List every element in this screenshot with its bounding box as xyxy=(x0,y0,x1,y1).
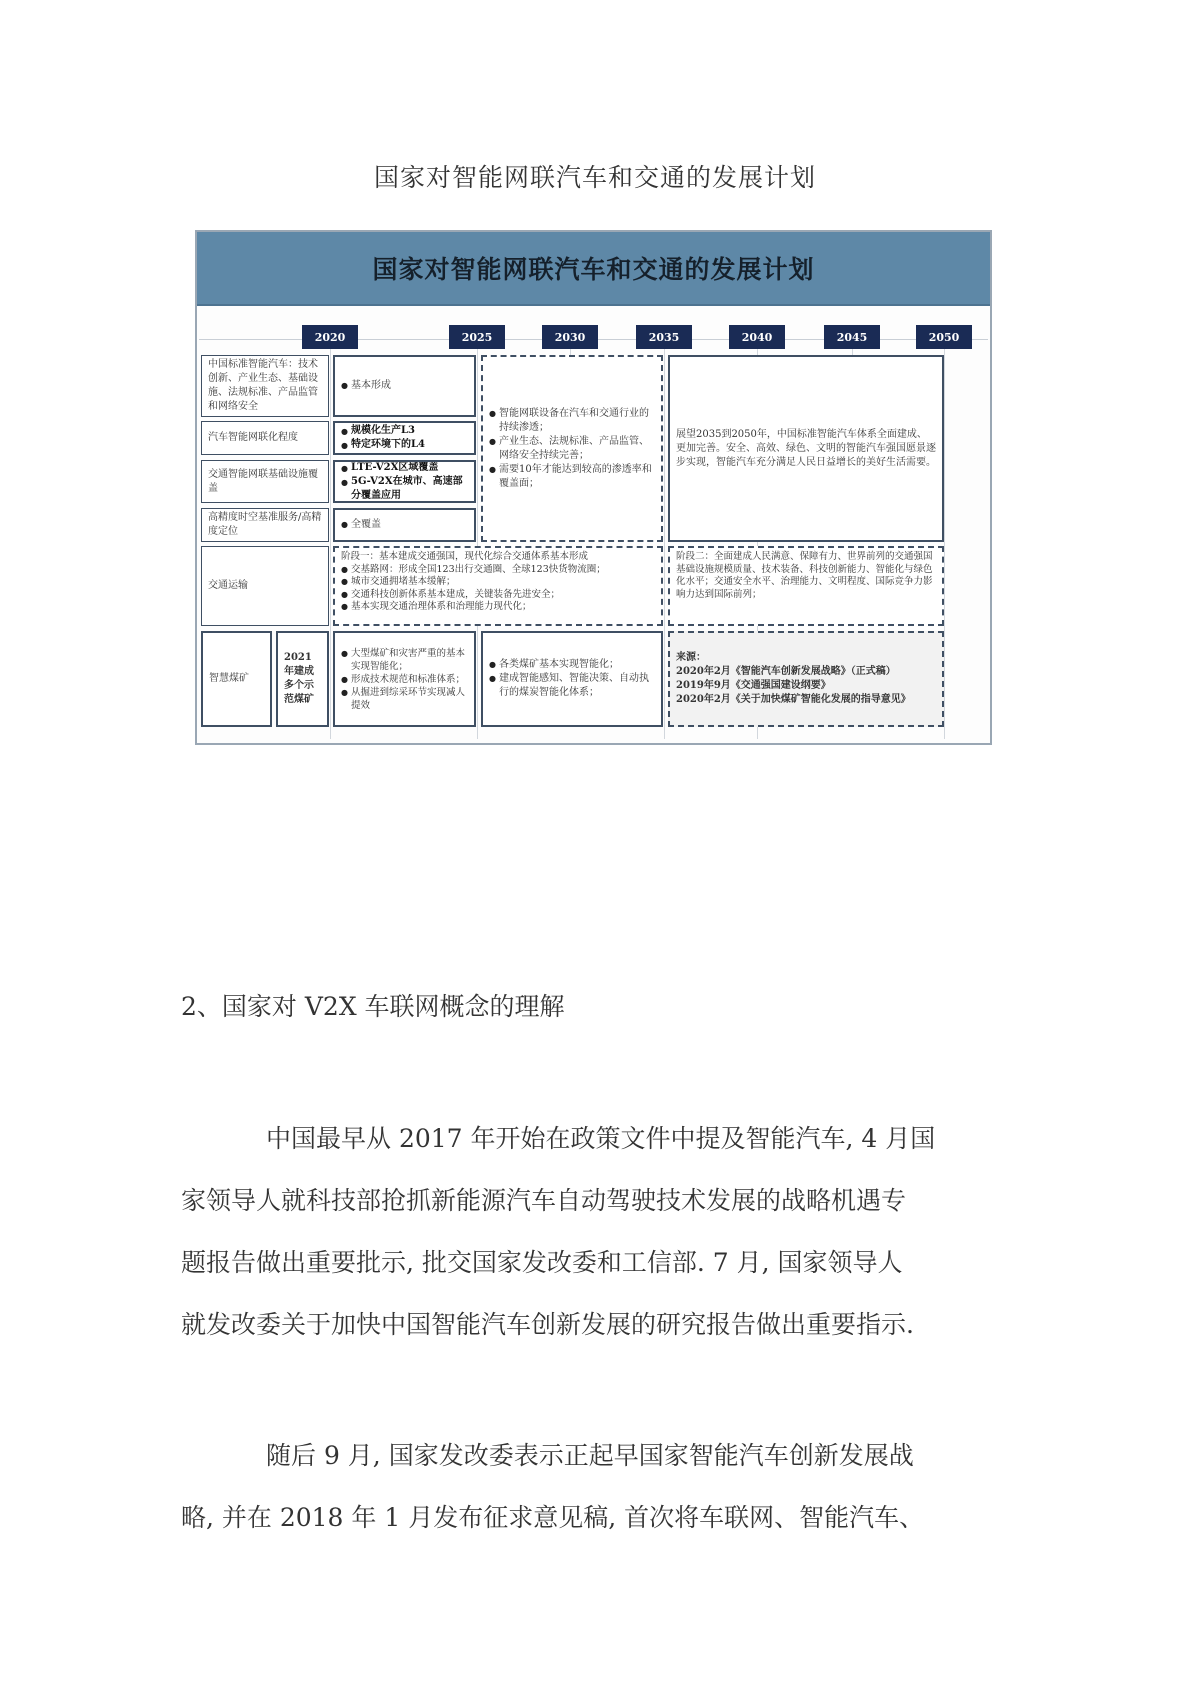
paragraph-1 xyxy=(181,1108,1021,1356)
year-marker: 2040 xyxy=(729,325,785,349)
cell-text: ● 交基路网：形成全国123出行交通圈、全球123快货物流圈； xyxy=(341,564,655,577)
cell-2025-2035-development xyxy=(481,355,663,542)
cell-text: ● 交通科技创新体系基本建成，关键装备先进安全； xyxy=(341,589,655,602)
document-title: 国家对智能网联汽车和交通的发展计划 xyxy=(373,163,816,192)
year-marker: 2035 xyxy=(636,325,692,349)
row-label-smart-car-standard: 中国标准智能汽车：技术创新、产业生态、基础设施、法规标准、产品监管和网络安全 xyxy=(201,355,329,417)
sources-title: 来源： xyxy=(676,652,706,663)
cell-text: ● 5G-V2X在城市、高速部分覆盖应用 xyxy=(341,475,468,503)
cell-mine-2035 xyxy=(481,631,663,727)
phase-one-title: 阶段一：基本建成交通强国，现代化综合交通体系基本形成 xyxy=(341,551,589,562)
timeline-tick xyxy=(330,349,331,739)
sources-box xyxy=(668,631,944,727)
year-marker: 2025 xyxy=(449,325,505,349)
year-marker: 2020 xyxy=(302,325,358,349)
cell-transport-phase-two: 阶段二：全面建成人民满意、保障有力、世界前列的交通强国 基础设施规模质量、技术装备、科技创新能力、智能化与绿色化水平；交通安全水平、治理能力、文明程度、国际竞争力影响力达到国际前列； xyxy=(668,546,944,626)
row-label-positioning: 高精度时空基准服务/高精度定位 xyxy=(201,508,329,542)
cell-2020-v2x-coverage xyxy=(333,460,476,503)
source-item: 2020年2月《关于加快煤矿智能化发展的指导意见》 xyxy=(676,694,911,705)
row-label-connectivity-level: 汽车智能网联化程度 xyxy=(201,421,329,455)
cell-text: ● 城市交通拥堵基本缓解； xyxy=(341,576,655,589)
cell-text: ● 特定环境下的L4 xyxy=(341,438,468,452)
cell-text: ● 全覆盖 xyxy=(341,518,468,532)
cell-text: ● LTE-V2X区域覆盖 xyxy=(341,461,468,475)
cell-transport-phase-one xyxy=(333,546,663,626)
paragraph-line: 题报告做出重要批示, 批交国家发改委和工信部. 7 月, 国家领导人 xyxy=(181,1248,903,1277)
cell-text: ● 大型煤矿和灾害严重的基本实现智能化； xyxy=(341,647,468,673)
paragraph-2 xyxy=(181,1425,1021,1549)
cell-text: ● 需要10年才能达到较高的渗透率和覆盖面； xyxy=(489,463,655,491)
timeline-tick xyxy=(944,349,945,739)
year-marker: 2030 xyxy=(542,325,598,349)
source-item: 2020年2月《智能汽车创新发展战略》（正式稿） xyxy=(676,666,896,677)
timeline-tick xyxy=(477,349,478,739)
cell-2020-autonomy-level xyxy=(333,421,476,455)
year-marker: 2050 xyxy=(916,325,972,349)
row-label-infrastructure-coverage: 交通智能网联基础设施覆盖 xyxy=(201,460,329,503)
section-heading: 2、国家对 V2X 车联网概念的理解 xyxy=(181,992,565,1021)
row-sublabel-smart-mine: 2021年建成多个示范煤矿 xyxy=(276,631,329,727)
cell-mine-2020 xyxy=(333,631,476,727)
paragraph-line: 随后 9 月, 国家发改委表示正起早国家智能汽车创新发展战 xyxy=(266,1441,914,1470)
cell-2020-full-coverage xyxy=(333,508,476,542)
cell-text: ● 规模化生产L3 xyxy=(341,424,468,438)
paragraph-line: 就发改委关于加快中国智能汽车创新发展的研究报告做出重要指示. xyxy=(181,1310,914,1339)
cell-text: ● 智能网联设备在汽车和交通行业的持续渗透； xyxy=(489,407,655,435)
paragraph-line: 家领导人就科技部抢抓新能源汽车自动驾驶技术发展的战略机遇专 xyxy=(181,1186,907,1215)
figure-title: 国家对智能网联汽车和交通的发展计划 xyxy=(372,255,815,284)
cell-text: ● 基本形成 xyxy=(341,379,468,393)
cell-2035-2050-vision: 展望2035到2050年，中国标准智能汽车体系全面建成、更加完善。安全、高效、绿色、文明的智能汽车强国愿景逐步实现，智能汽车充分满足人民日益增长的美好生活需要。 xyxy=(668,355,944,542)
paragraph-line: 中国最早从 2017 年开始在政策文件中提及智能汽车, 4 月国 xyxy=(266,1124,936,1153)
paragraph-line: 略, 并在 2018 年 1 月发布征求意见稿, 首次将车联网、智能汽车、 xyxy=(181,1503,925,1532)
cell-text: ● 从掘进到综采环节实现减人提效 xyxy=(341,686,468,712)
figure-header xyxy=(197,232,990,306)
year-marker: 2045 xyxy=(824,325,880,349)
development-plan-figure xyxy=(195,230,992,745)
cell-text: ● 产业生态、法规标准、产品监管、网络安全持续完善； xyxy=(489,435,655,463)
cell-2020-basic-formed xyxy=(333,355,476,417)
cell-text: ● 基本实现交通治理体系和治理能力现代化； xyxy=(341,601,655,614)
source-item: 2019年9月《交通强国建设纲要》 xyxy=(676,680,831,691)
timeline-tick xyxy=(664,349,665,739)
cell-text: ● 各类煤矿基本实现智能化； xyxy=(489,658,655,672)
row-label-smart-mine: 智慧煤矿 xyxy=(201,631,272,727)
cell-text: ● 建成智能感知、智能决策、自动执行的煤炭智能化体系； xyxy=(489,672,655,700)
row-label-transportation: 交通运输 xyxy=(201,546,329,626)
cell-text: ● 形成技术规范和标准体系； xyxy=(341,673,468,686)
